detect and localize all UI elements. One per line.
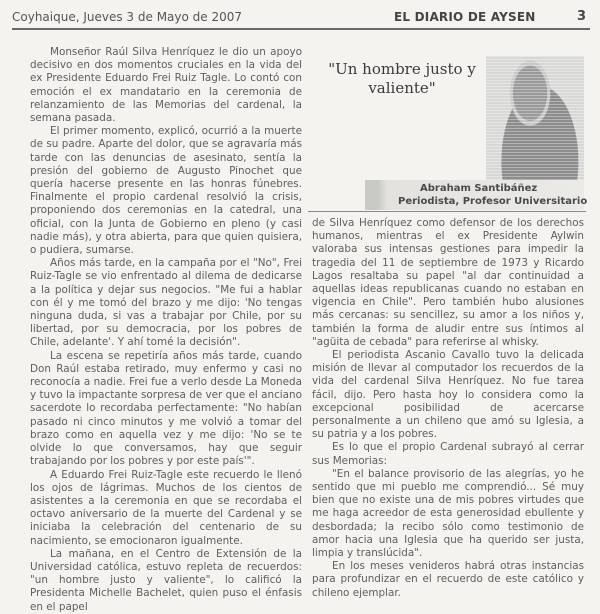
article-paragraph: La mañana, en el Centro de Extensión de la Universidad católica, estuvo repleta de recuerdos: "un hombre justo y valiente", lo calificó la Presidenta Michelle Bachelet, quien puso el énfasis en el papel — [30, 547, 302, 613]
publication-date: Coyhaique, Jueves 3 de Mayo de 2007 — [12, 10, 243, 24]
author-portrait-photo — [486, 56, 584, 180]
author-name: Abraham Santibáñez — [420, 183, 538, 194]
article-paragraph: El primer momento, explicó, ocurrió a la muerte de su padre. Aparte del dolor, que se agravaría más tarde con las denuncias de asesinato, sentía la presión del gobierno de Augusto Pinochet que quería hacerse presente en las honras fúnebres. Finalmente el propio cardenal resolvió la crisis, proponiendo dos ceremonias en la catedral, una oficial, con la Junta de Gobierno en pleno (y casi nadie más), y otra abierta, para que quien quisiera, o pudiera, sumarse. — [30, 125, 302, 257]
article-right-column — [312, 217, 584, 600]
caption-divider — [308, 211, 586, 212]
article-paragraph: "En el balance provisorio de las alegrías, yo he sentido que mi pueblo me comprendió... Sé muy bien que no existe una de mis pobres virtudes que me haga acreedor de esta generosidad ebullente y desbordada; la recibo sólo como testimonio de amor hacia una Iglesia que ha querido ser justa, limpia y translúcida". — [312, 467, 584, 560]
article-paragraph: Años más tarde, en la campaña por el "No", Frei Ruiz-Tagle se vio enfrentado al dilema de dedicarse a la política y dejar sus negocios. "Me fui a hablar con él y me tomó del brazo y me dijo: 'No tengas ninguna duda, si vas a trabajar por Chile, por su libertad, por su democracia, por los pobres de Chile, adelante'. Y ahí tomé la decisión". — [30, 257, 302, 349]
author-role: Periodista, Profesor Universitario — [398, 196, 588, 207]
article-paragraph: A Eduardo Frei Ruiz-Tagle este recuerdo le llenó los ojos de lágrimas. Muchos de los cientos de asistentes a la ceremonia en que se recordaba el octavo aniversario de la muerte del Cardenal y se iniciaba la celebración del centenario de su nacimiento, se emocionaron igualmente. — [30, 468, 302, 547]
page-number: 3 — [576, 9, 586, 24]
newspaper-name: EL DIARIO DE AYSEN — [394, 10, 536, 24]
masthead — [12, 6, 590, 30]
article-paragraph: En los meses venideros habrá otras instancias para profundizar en el recuerdo de este católico y chileno ejemplar. — [312, 560, 584, 599]
article-headline-pullquote: "Un hombre justo y valiente" — [328, 60, 476, 97]
article-left-column — [30, 46, 302, 614]
article-paragraph: El periodista Ascanio Cavallo tuvo la delicada misión de llevar al computador los recuerdos de la vida del cardenal Silva Henríquez. No fue tarea fácil, dijo. Pero hasta hoy lo considera como la excepcional posibilidad de acercarse personalmente a un chileno que amó su Iglesia, a su patria y a los pobres. — [312, 349, 584, 441]
article-paragraph: Monseñor Raúl Silva Henríquez le dio un apoyo decisivo en dos momentos cruciales en la vida del ex Presidente Eduardo Frei Ruiz Tagle. Lo contó con emoción el ex mandatario en la ceremonia de relanzamiento de las Memorias del cardenal, la semana pasada. — [30, 46, 302, 125]
article-paragraph: Es lo que el propio Cardenal subrayó al cerrar sus Memorias: — [312, 441, 584, 467]
article-paragraph: de Silva Henríquez como defensor de los derechos humanos, mientras el ex Presidente Aylwin valoraba sus intensas gestiones para impedir la tragedia del 11 de septiembre de 1973 y Ricardo Lagos resaltaba su papel "al dar continuidad a aquellas ideas republicanas cuando no estaban en vigencia en Chile". Pero también hubo alusiones más cercanas: su sencillez, su amor a los niños y, también la forma de aludir entre sus íntimos al "agüita de cebada" para referirse al whisky. — [312, 217, 584, 348]
article-paragraph: La escena se repetiría años más tarde, cuando Don Raúl estaba retirado, muy enfermo y casi no reconocía a nadie. Frei fue a verlo desde La Moneda y tuvo la impactante sorpresa de ver que el anciano sacerdote lo recordaba perfectamente: "No habían pasado ni cinco minutos y me volvió a tomar del brazo como en aquella vez y me dijo: 'No se te olvide lo que conversamos, hay que seguir trabajando por los pobres y por este país'". — [30, 349, 302, 468]
